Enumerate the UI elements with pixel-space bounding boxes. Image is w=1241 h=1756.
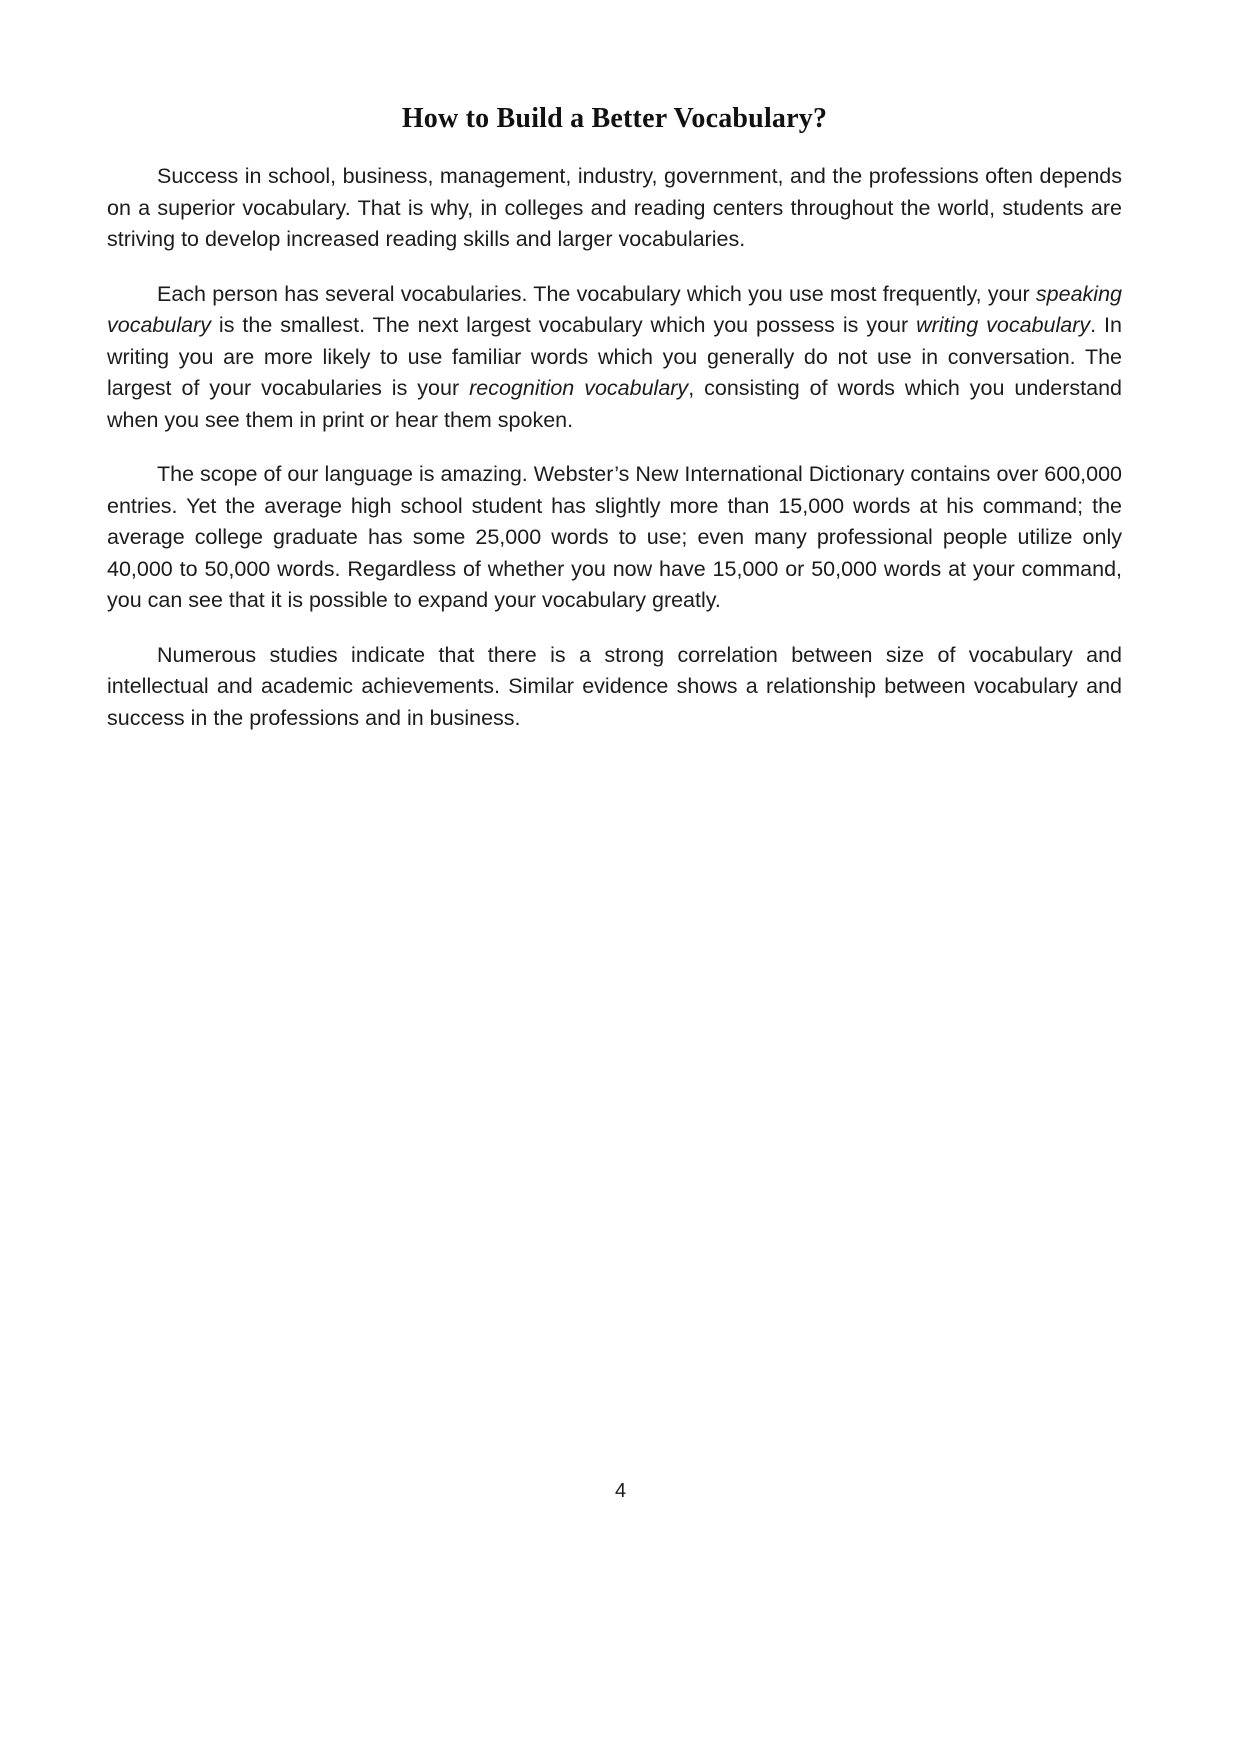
body-text: Success in school, business, management, industry, government, and the professions often depends on a superior vocabulary. That is why, in colleges and reading centers throughout the world, students are striving to develop increased reading skills and larger vocabularies. xyxy=(107,164,1122,251)
paragraph xyxy=(107,161,1122,256)
paragraph xyxy=(107,279,1122,437)
italic-text: writing vocabulary xyxy=(916,313,1091,337)
italic-text: speaking vocabulary xyxy=(107,281,1122,337)
body-text: Numerous studies indicate that there is a strong correlation between size of vocabulary and intellectual and academic achievements. Similar evidence shows a relationship between vocabulary and success in the professions and in business. xyxy=(107,642,1122,730)
body-text: The scope of our language is amazing. Webster’s New International Dictionary contains over 600,000 entries. Yet the average high school student has slightly more than 15,000 words at his command; the average college graduate has some 25,000 words to use; even many professional people utilize only 40,000 to 50,000 words. Regardless of whether you now have 15,000 or 50,000 words at your command, you can see that it is possible to expand your vocabulary greatly. xyxy=(107,462,1122,612)
body-text: Each person has several vocabularies. The vocabulary which you use most frequently, your xyxy=(157,281,1036,306)
page-title: How to Build a Better Vocabulary? xyxy=(401,103,828,134)
paragraph xyxy=(107,640,1122,735)
italic-text: recognition vocabulary xyxy=(469,376,689,400)
body-text: is the smallest. The next largest vocabulary which you possess is your xyxy=(210,313,917,337)
page-number: 4 xyxy=(614,1480,627,1502)
document-body xyxy=(107,161,1122,734)
body-text: , consisting of words which you understand when you see them in print or hear them spoken. xyxy=(107,376,1122,432)
paragraph xyxy=(107,459,1122,617)
body-text: . In writing you are more likely to use familiar words which you generally do not use in conversation. The largest of your vocabularies is your xyxy=(107,313,1122,400)
